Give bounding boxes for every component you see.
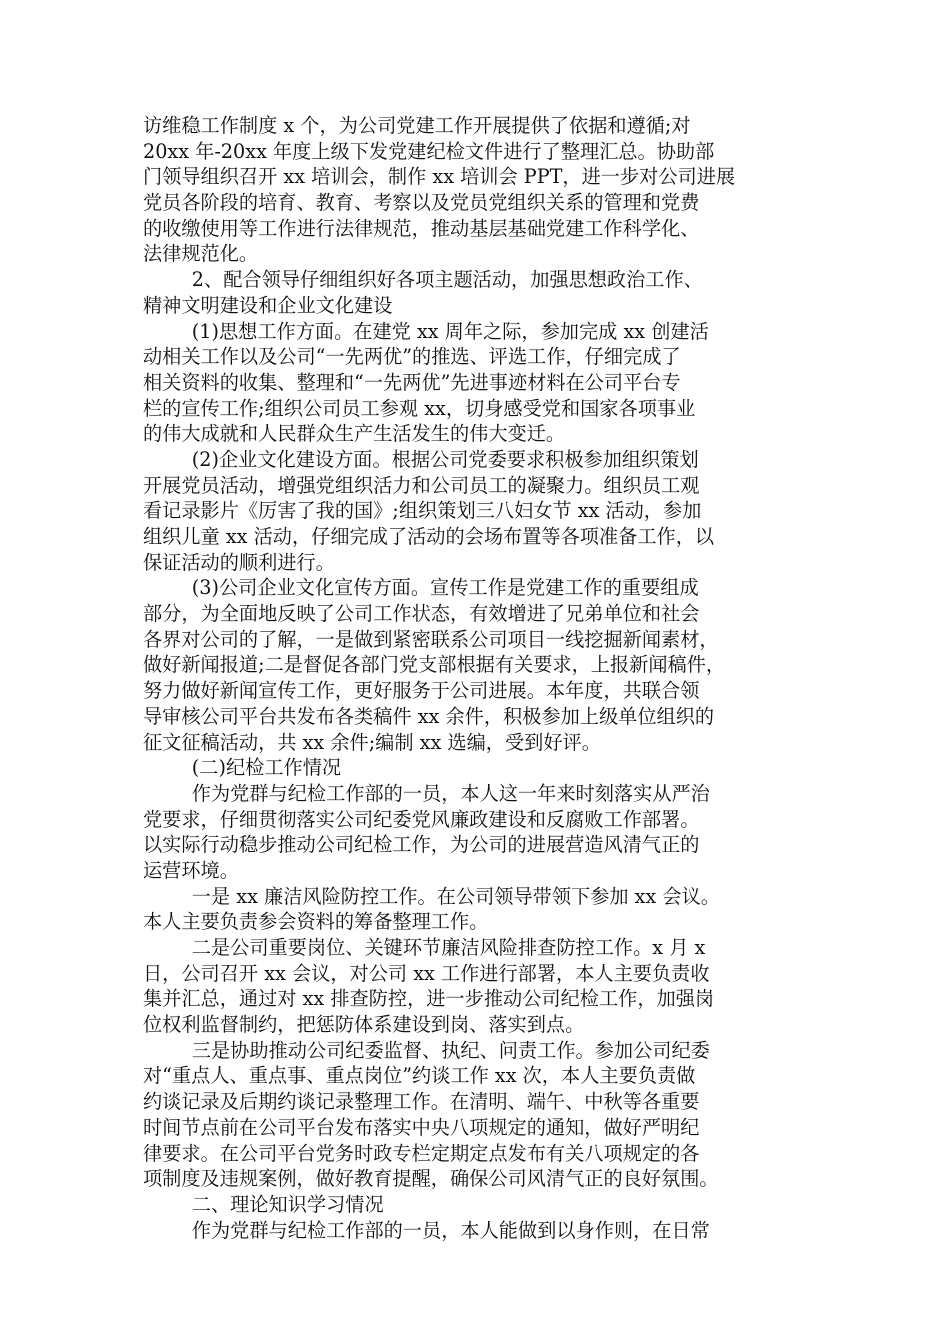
text-line: 精神文明建设和企业文化建设	[143, 293, 393, 317]
text-line: 的收缴使用等工作进行法律规范，推动基层基础党建工作科学化、	[143, 216, 700, 240]
text-line: 本人主要负责参会资料的筹备整理工作。	[143, 910, 489, 934]
text-line: 的伟大成就和人民群众生产生活发生的伟大变迁。	[143, 422, 566, 446]
section-heading: 二、理论知识学习情况	[143, 1192, 384, 1216]
text-line: 保证活动的顺利进行。	[143, 550, 335, 574]
text-line: 看记录影片《厉害了我的国》;组织策划三八妇女节 xx 活动，参加	[143, 499, 702, 523]
text-line: 时间节点前在公司平台发布落实中央八项规定的通知，做好严明纪	[143, 1115, 700, 1139]
text-line: 做好新闻报道;二是督促各部门党支部根据有关要求，上报新闻稿件，	[143, 653, 726, 677]
text-line: 部分，为全面地反映了公司工作状态，有效增进了兄弟单位和社会	[143, 602, 700, 626]
text-line: 律要求。在公司平台党务时政专栏定期定点发布有关八项规定的各	[143, 1141, 700, 1165]
text-line: (3)公司企业文化宣传方面。宣传工作是党建工作的重要组成	[143, 576, 699, 600]
text-line: (1)思想工作方面。在建党 xx 周年之际，参加完成 xx 创建活	[143, 319, 709, 343]
text-line: 位权利监督制约，把惩防体系建设到岗、落实到点。	[143, 1013, 585, 1037]
document-body-text	[143, 113, 823, 1243]
text-line: 约谈记录及后期约谈记录整理工作。在清明、端午、中秋等各重要	[143, 1090, 700, 1114]
text-line: 导审核公司平台共发布各类稿件 xx 余件，积极参加上级单位组织的	[143, 704, 715, 728]
text-line: 三是协助推动公司纪委监督、执纪、问责工作。参加公司纪委	[143, 1038, 710, 1062]
text-line: 作为党群与纪检工作部的一员，本人能做到以身作则，在日常	[143, 1218, 710, 1242]
text-line: 运营环境。	[143, 858, 239, 882]
text-line: 征文征稿活动，共 xx 余件;编制 xx 选编，受到好评。	[143, 730, 601, 754]
text-line: 20xx 年-20xx 年度上级下发党建纪检文件进行了整理汇总。协助部	[143, 139, 715, 163]
text-line: 动相关工作以及公司“一先两优”的推选、评选工作，仔细完成了	[143, 345, 681, 369]
text-line: 法律规范化。	[143, 242, 259, 266]
text-line: 党要求，仔细贯彻落实公司纪委党风廉政建设和反腐败工作部署。	[143, 807, 700, 831]
text-line: 门领导组织召开 xx 培训会，制作 xx 培训会 PPT，进一步对公司进展	[143, 165, 736, 189]
text-line: 集并汇总，通过对 xx 排查防控，进一步推动公司纪检工作，加强岗	[143, 987, 715, 1011]
text-line: 一是 xx 廉洁风险防控工作。在公司领导带领下参加 xx 会议。	[143, 884, 720, 908]
section-heading: (二)纪检工作情况	[143, 756, 342, 780]
text-line: 党员各阶段的培育、教育、考察以及党员党组织关系的管理和党费	[143, 191, 700, 215]
text-line: 相关资料的收集、整理和“一先两优”先进事迹材料在公司平台专	[143, 370, 681, 394]
text-line: 以实际行动稳步推动公司纪检工作，为公司的进展营造风清气正的	[143, 833, 700, 857]
text-line: 二是公司重要岗位、关键环节廉洁风险排查防控工作。x 月 x	[143, 936, 706, 959]
text-line: (2)企业文化建设方面。根据公司党委要求积极参加组织策划	[143, 447, 699, 471]
text-line: 项制度及违规案例，做好教育提醒，确保公司风清气正的良好氛围。	[143, 1167, 719, 1191]
text-line: 访维稳工作制度 x 个，为公司党建工作开展提供了依据和遵循;对	[143, 114, 691, 137]
text-line: 日，公司召开 xx 会议，对公司 xx 工作进行部署，本人主要负责收	[143, 961, 710, 985]
text-line: 各界对公司的了解，一是做到紧密联系公司项目一线挖掘新闻素材，	[143, 627, 719, 651]
text-line: 组织儿童 xx 活动，仔细完成了活动的会场布置等各项准备工作，以	[143, 525, 715, 548]
text-line: 2、配合领导仔细组织好各项主题活动，加强思想政治工作、	[143, 268, 703, 292]
text-line: 作为党群与纪检工作部的一员，本人这一年来时刻落实从严治	[143, 781, 710, 805]
text-line: 对“重点人、重点事、重点岗位”约谈工作 xx 次，本人主要负责做	[143, 1064, 696, 1088]
text-line: 努力做好新闻宣传工作，更好服务于公司进展。本年度，共联合领	[143, 679, 700, 703]
text-line: 栏的宣传工作;组织公司员工参观 xx，切身感受党和国家各项事业	[143, 396, 696, 420]
text-line: 开展党员活动，增强党组织活力和公司员工的凝聚力。组织员工观	[143, 473, 700, 497]
